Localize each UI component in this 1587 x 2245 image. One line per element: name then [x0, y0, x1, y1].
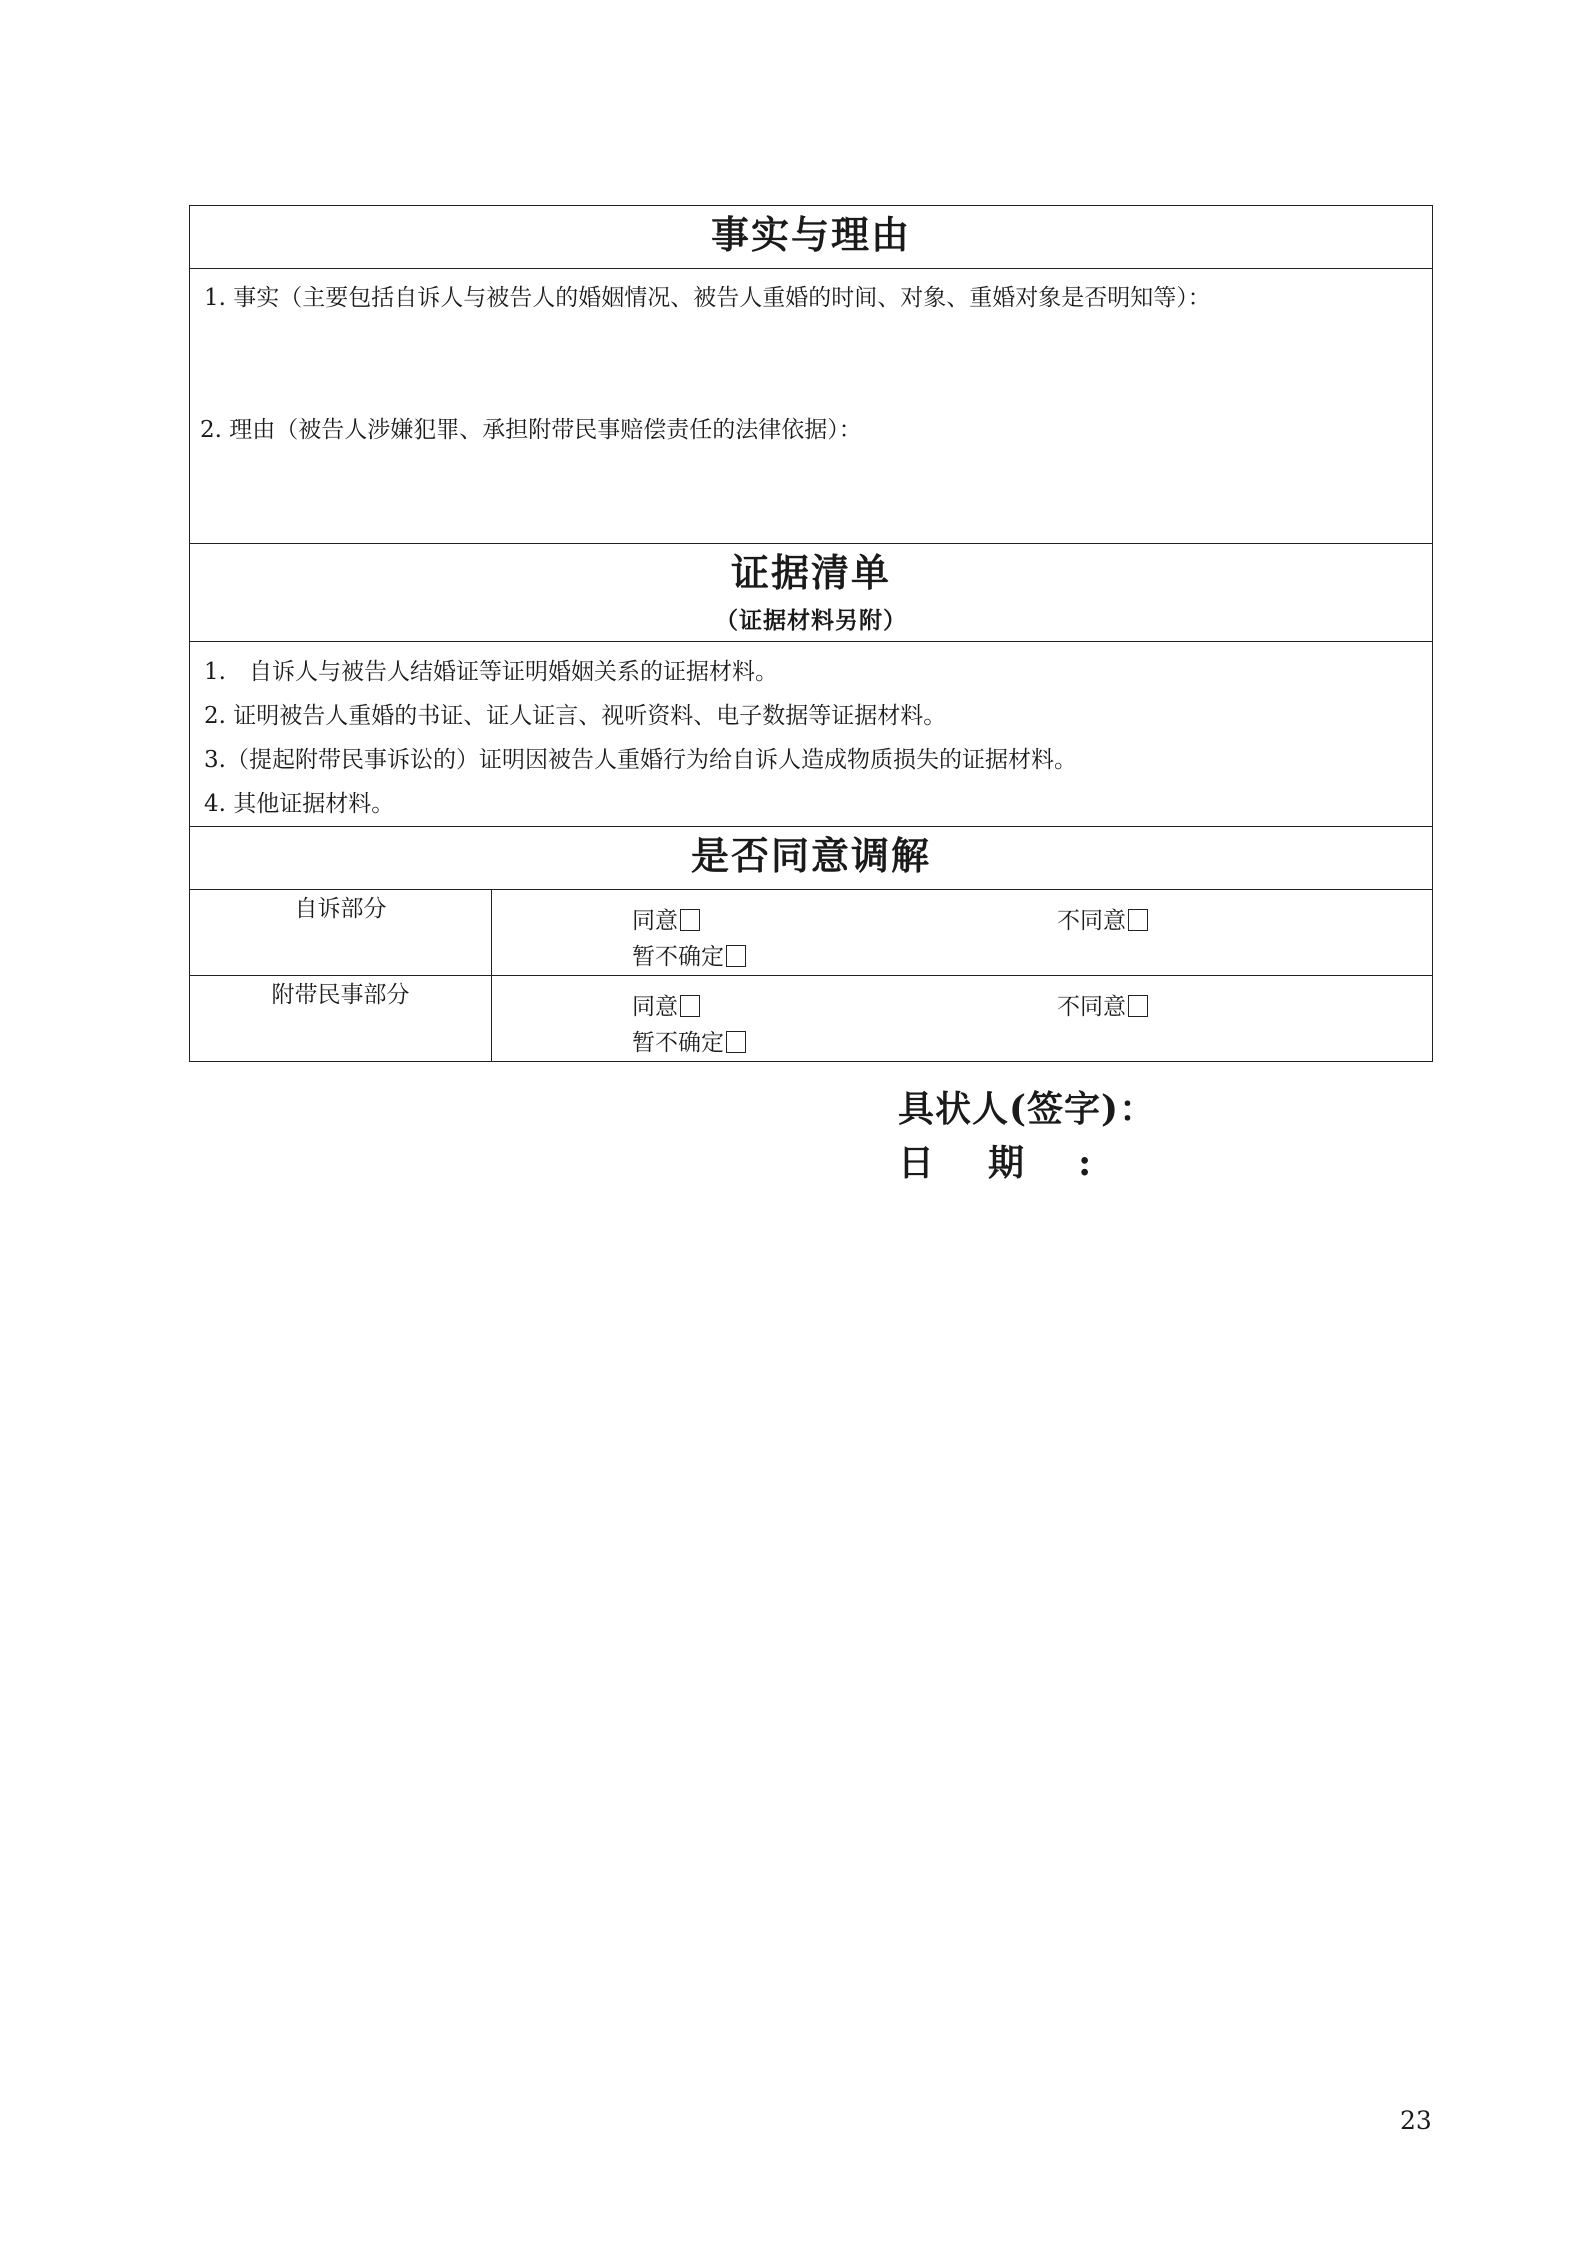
mediation-row-label: 附带民事部分 [190, 976, 492, 1062]
agree-label: 同意 [632, 994, 678, 1020]
signer-label: 具状人(签字)： [898, 1088, 1157, 1130]
page-number: 23 [1400, 2106, 1432, 2135]
facts-item: 1. 事实（主要包括自诉人与被告人的婚姻情况、被告人重婚的时间、对象、重婚对象是否明知等）： [204, 285, 1211, 311]
mediation-row-private-prosecution [190, 890, 1433, 976]
mediation-options [492, 890, 1432, 975]
agree-option[interactable] [632, 902, 700, 935]
disagree-checkbox[interactable] [1128, 995, 1148, 1017]
evidence-item: 2. 证明被告人重婚的书证、证人证言、视听资料、电子数据等证据材料。 [204, 703, 947, 729]
agree-option[interactable] [632, 988, 700, 1021]
disagree-checkbox[interactable] [1128, 909, 1148, 931]
complaint-form-table [189, 205, 1433, 1062]
unsure-option[interactable] [632, 1024, 746, 1057]
evidence-list-body [190, 642, 1433, 827]
mediation-options [492, 976, 1432, 1061]
unsure-label: 暂不确定 [632, 1030, 724, 1056]
reasons-item: 2. 理由（被告人涉嫌犯罪、承担附带民事赔偿责任的法律依据）： [200, 416, 862, 443]
mediation-row-civil-part [190, 976, 1433, 1062]
evidence-list [190, 642, 1432, 826]
facts-reasons-title: 事实与理由 [711, 212, 912, 257]
evidence-list-subtitle: （证据材料另附） [715, 608, 907, 634]
disagree-option[interactable] [1057, 988, 1148, 1021]
agree-label: 同意 [632, 908, 678, 934]
facts-reasons-header [190, 206, 1433, 269]
agree-checkbox[interactable] [680, 995, 700, 1017]
disagree-label: 不同意 [1057, 994, 1126, 1020]
unsure-label: 暂不确定 [632, 944, 724, 970]
evidence-list-title: 证据清单 [731, 550, 892, 595]
unsure-checkbox[interactable] [726, 945, 746, 967]
mediation-header [190, 827, 1433, 890]
mediation-row-label: 自诉部分 [190, 890, 492, 976]
disagree-label: 不同意 [1057, 908, 1126, 934]
evidence-list-header [190, 544, 1433, 642]
evidence-item: 4. 其他证据材料。 [204, 791, 395, 817]
unsure-checkbox[interactable] [726, 1031, 746, 1053]
date-label: 日期: [898, 1142, 1146, 1184]
agree-checkbox[interactable] [680, 909, 700, 931]
disagree-option[interactable] [1057, 902, 1148, 935]
mediation-title: 是否同意调解 [691, 833, 932, 878]
evidence-item: 3.（提起附带民事诉讼的）证明因被告人重婚行为给自诉人造成物质损失的证据材料。 [204, 747, 1077, 773]
facts-reasons-body[interactable] [190, 269, 1433, 544]
signature-block [898, 1082, 1228, 1190]
unsure-option[interactable] [632, 938, 746, 971]
evidence-item: 1. 自诉人与被告人结婚证等证明婚姻关系的证据材料。 [204, 659, 778, 685]
